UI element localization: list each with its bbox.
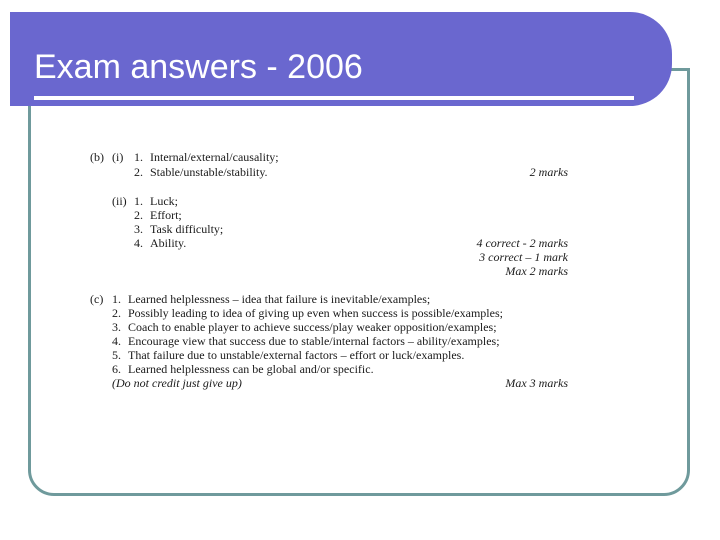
list-item: Ability.: [150, 236, 187, 250]
slide-title: Exam answers - 2006: [34, 48, 363, 86]
list-item: Internal/external/causality;: [150, 150, 279, 164]
list-item: Luck;: [150, 194, 178, 208]
part-b-ii-label: (ii): [112, 194, 127, 208]
list-number: 3.: [112, 320, 121, 334]
list-number: 3.: [134, 222, 143, 236]
list-number: 2.: [134, 208, 143, 222]
list-number: 5.: [112, 348, 121, 362]
marks-b-ii: Max 2 marks: [505, 264, 568, 278]
list-item: Possibly leading to idea of giving up even when success is possible/examples;: [128, 306, 503, 320]
part-b-label: (b): [90, 150, 104, 164]
list-item: Learned helplessness can be global and/or specific.: [128, 362, 374, 376]
note-text: (Do not credit just give up): [112, 376, 242, 390]
part-c-label: (c): [90, 292, 104, 306]
list-number: 1.: [134, 194, 143, 208]
list-number: 1.: [112, 292, 121, 306]
list-item: Coach to enable player to achieve success/play weaker opposition/examples;: [128, 320, 497, 334]
marks-c: Max 3 marks: [505, 376, 568, 390]
marks-b-ii: 3 correct – 1 mark: [479, 250, 568, 264]
part-b-i-label: (i): [112, 150, 124, 164]
marks-b-ii: 4 correct - 2 marks: [476, 236, 568, 250]
list-item: Effort;: [150, 208, 182, 222]
list-item: Task difficulty;: [150, 222, 224, 236]
list-number: 4.: [112, 334, 121, 348]
list-number: 2.: [134, 165, 143, 179]
list-number: 2.: [112, 306, 121, 320]
list-item: Stable/unstable/stability.: [150, 165, 268, 179]
list-item: Encourage view that success due to stable/internal factors – ability/examples;: [128, 334, 500, 348]
list-number: 1.: [134, 150, 143, 164]
list-item: Learned helplessness – idea that failure is inevitable/examples;: [128, 292, 431, 306]
list-number: 6.: [112, 362, 121, 376]
list-number: 4.: [134, 236, 143, 250]
list-item: That failure due to unstable/external factors – effort or luck/examples.: [128, 348, 465, 362]
marks-b-i: 2 marks: [529, 165, 568, 179]
